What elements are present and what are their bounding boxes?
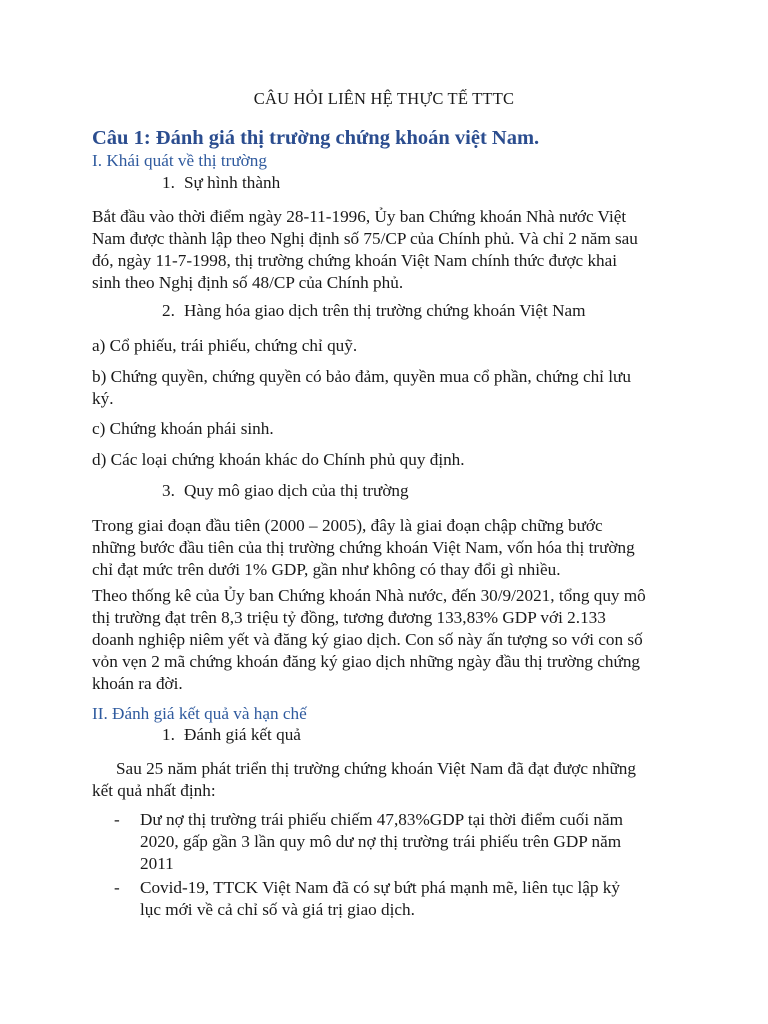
subheading-number: 3. bbox=[162, 481, 175, 500]
paragraph-line: Theo thống kê của Ủy ban Chứng khoán Nhà nước, đến 30/9/2021, tổng quy mô bbox=[92, 586, 646, 605]
subheading-label: Đánh giá kết quả bbox=[184, 725, 301, 744]
bullet-line: 2011 bbox=[140, 854, 174, 873]
paragraph-line: Nam được thành lập theo Nghị định số 75/CP của Chính phủ. Và chỉ 2 năm sau bbox=[92, 229, 638, 248]
subheading-number: 1. bbox=[162, 173, 175, 192]
bullet-item-2 bbox=[114, 877, 674, 921]
list-item-line: ký. bbox=[92, 389, 114, 408]
paragraph-line: sinh theo Nghị định số 48/CP của Chính phủ. bbox=[92, 273, 404, 292]
paragraph-early-stage bbox=[92, 515, 674, 581]
section-heading-1: I. Khái quát về thị trường bbox=[92, 151, 267, 170]
list-item-b bbox=[92, 366, 674, 410]
subheading-label: Hàng hóa giao dịch trên thị trường chứng khoán Việt Nam bbox=[184, 301, 586, 320]
paragraph-formation bbox=[92, 206, 674, 294]
list-item-a: a) Cổ phiếu, trái phiếu, chứng chỉ quỹ. bbox=[92, 336, 358, 355]
bullet-line: Covid-19, TTCK Việt Nam đã có sự bứt phá mạnh mẽ, liên tục lập kỷ bbox=[140, 878, 620, 897]
paragraph-statistics bbox=[92, 585, 674, 695]
paragraph-line: Bắt đầu vào thời điểm ngày 28-11-1996, Ủy ban Chứng khoán Nhà nước Việt bbox=[92, 207, 627, 226]
subheading-2-1 bbox=[162, 724, 301, 746]
list-item-d: d) Các loại chứng khoán khác do Chính phủ quy định. bbox=[92, 450, 465, 469]
paragraph-line: khoán ra đời. bbox=[92, 674, 183, 693]
paragraph-line: doanh nghiệp niêm yết và đăng ký giao dịch. Con số này ấn tượng so với con số bbox=[92, 630, 643, 649]
paragraph-line: thị trường đạt trên 8,3 triệu tỷ đồng, tương đương 133,83% GDP với 2.133 bbox=[92, 608, 606, 627]
paragraph-line: chỉ đạt mức trên dưới 1% GDP, gần như không có thay đổi gì nhiều. bbox=[92, 560, 561, 579]
subheading-number: 1. bbox=[162, 725, 175, 744]
paragraph-line: vỏn vẹn 2 mã chứng khoán đăng ký giao dịch những ngày đầu thị trường chứng bbox=[92, 652, 641, 671]
question-heading: Câu 1: Đánh giá thị trường chứng khoán việt Nam. bbox=[92, 127, 540, 149]
paragraph-line: những bước đầu tiên của thị trường chứng khoán Việt Nam, vốn hóa thị trường bbox=[92, 538, 635, 557]
subheading-label: Quy mô giao dịch của thị trường bbox=[184, 481, 409, 500]
paragraph-line: Sau 25 năm phát triển thị trường chứng khoán Việt Nam đã đạt được những bbox=[116, 759, 636, 778]
paragraph-line: kết quả nhất định: bbox=[92, 781, 216, 800]
paragraph-results-intro bbox=[92, 758, 674, 802]
paragraph-line: Trong giai đoạn đầu tiên (2000 – 2005), đây là giai đoạn chập chững bước bbox=[92, 516, 603, 535]
paragraph-line: đó, ngày 11-7-1998, thị trường chứng khoán Việt Nam chính thức được khai bbox=[92, 251, 618, 270]
list-item-line: b) Chứng quyền, chứng quyền có bảo đảm, quyền mua cổ phần, chứng chỉ lưu bbox=[92, 367, 631, 386]
list-item-c: c) Chứng khoán phái sinh. bbox=[92, 419, 274, 438]
subheading-label: Sự hình thành bbox=[184, 173, 281, 192]
subheading-1-2 bbox=[162, 300, 586, 322]
bullet-line: lục mới về cả chỉ số và giá trị giao dịch. bbox=[140, 900, 415, 919]
subheading-1-3 bbox=[162, 480, 409, 502]
bullet-dash: - bbox=[114, 810, 120, 829]
subheading-1-1 bbox=[162, 172, 280, 194]
bullet-line: 2020, gấp gần 3 lần quy mô dư nợ thị trường trái phiếu trên GDP năm bbox=[140, 832, 622, 851]
document-title: CÂU HỎI LIÊN HỆ THỰC TẾ TTTC bbox=[253, 89, 515, 108]
section-heading-2: II. Đánh giá kết quả và hạn chế bbox=[92, 704, 307, 723]
bullet-dash: - bbox=[114, 878, 120, 897]
subheading-number: 2. bbox=[162, 301, 175, 320]
bullet-line: Dư nợ thị trường trái phiếu chiếm 47,83%GDP tại thời điểm cuối năm bbox=[140, 810, 623, 829]
bullet-item-1 bbox=[114, 809, 674, 875]
